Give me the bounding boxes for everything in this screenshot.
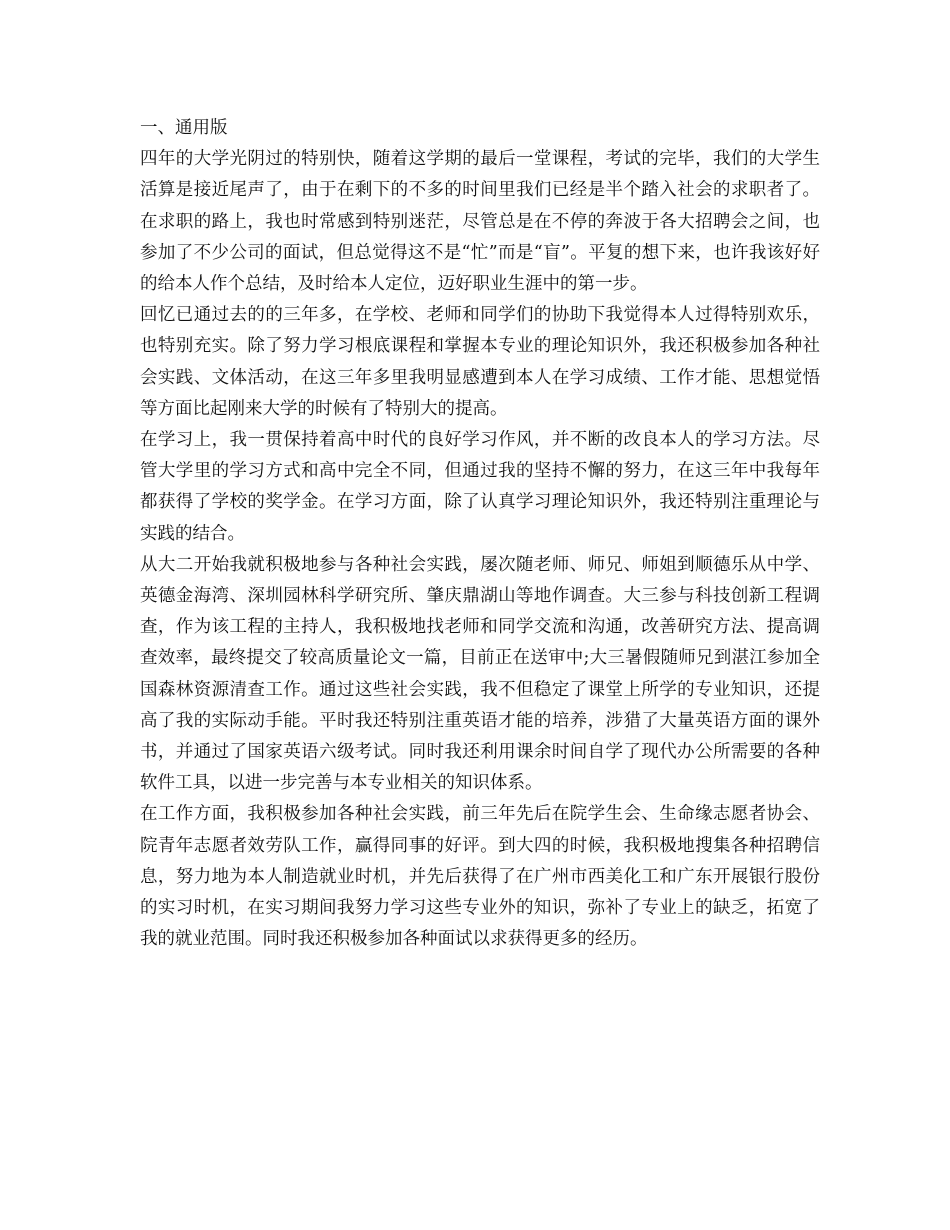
paragraph-2: 回忆已通过去的的三年多，在学校、老师和同学们的协助下我觉得本人过得特别欢乐，也特别充实。除了努力学习根底课程和掌握本专业的理论知识外，我还积极参加各种社会实践、文体活动，在这三年多里我明显感遭到本人在学习成绩、工作才能、思想觉悟等方面比起刚来大学的时候有了特别大的提高。 bbox=[140, 305, 820, 419]
paragraph-5: 在工作方面，我积极参加各种社会实践，前三年先后在院学生会、生命缘志愿者协会、院青年志愿者效劳队工作，赢得同事的好评。到大四的时候，我积极地搜集各种招聘信息，努力地为本人制造就业时机，并先后获得了在广州市西美化工和广东开展银行股份的实习时机，在实习期间我努力学习这些专业外的知识，弥补了专业上的缺乏，拓宽了我的就业范围。同时我还积极参加各种面试以求获得更多的经历。 bbox=[140, 804, 820, 950]
document-body bbox=[140, 113, 820, 955]
section-heading: 一、通用版 bbox=[140, 118, 228, 138]
paragraph-4: 从大二开始我就积极地参与各种社会实践，屡次随老师、师兄、师姐到顺德乐从中学、英德金海湾、深圳园林科学研究所、肇庆鼎湖山等地作调查。大三参与科技创新工程调查，作为该工程的主持人，我积极地找老师和同学交流和沟通，改善研究方法、提高调查效率，最终提交了较高质量论文一篇，目前正在送审中;大三暑假随师兄到湛江参加全国森林资源清查工作。通过这些社会实践，我不但稳定了课堂上所学的专业知识，还提高了我的实际动手能。平时我还特别注重英语才能的培养，涉猎了大量英语方面的课外书，并通过了国家英语六级考试。同时我还利用课余时间自学了现代办公所需要的各种软件工具，以进一步完善与本专业相关的知识体系。 bbox=[140, 554, 820, 794]
paragraph-3: 在学习上，我一贯保持着高中时代的良好学习作风，并不断的改良本人的学习方法。尽管大学里的学习方式和高中完全不同，但通过我的坚持不懈的努力，在这三年中我每年都获得了学校的奖学金。在学习方面，除了认真学习理论知识外，我还特别注重理论与实践的结合。 bbox=[140, 430, 820, 544]
paragraph-1: 四年的大学光阴过的特别快，随着这学期的最后一堂课程，考试的完毕，我们的大学生活算是接近尾声了，由于在剩下的不多的时间里我们已经是半个踏入社会的求职者了。在求职的路上，我也时常感到特别迷茫，尽管总是在不停的奔波于各大招聘会之间，也参加了不少公司的面试，但总觉得这不是“忙”而是“盲”。平复的想下来，也许我该好好的给本人作个总结，及时给本人定位，迈好职业生涯中的第一步。 bbox=[140, 149, 820, 295]
